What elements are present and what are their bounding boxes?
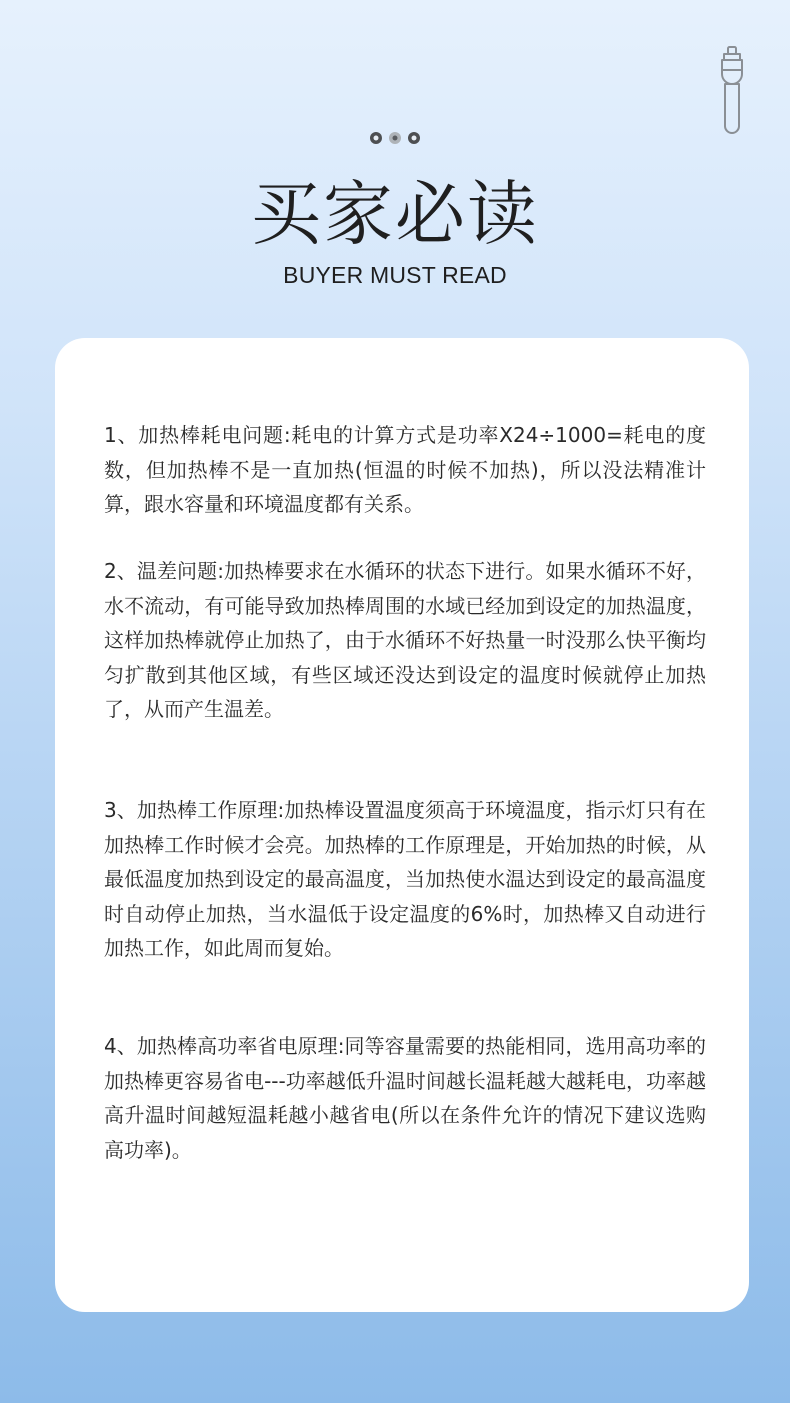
notice-paragraph-3: 3、加热棒工作原理:加热棒设置温度须高于环境温度，指示灯只有在加热棒工作时候才会亮。加热棒的工作原理是，开始加热的时候，从最低温度加热到设定的最高温度，当加热使水温达到设定的最高温度时自动停止加热，当水温低于设定温度的6%时，加热棒又自动进行加热工作，如此周而复始。 (104, 798, 706, 960)
page-title: 买家必读 (251, 173, 539, 255)
aquarium-heater-icon (712, 44, 752, 136)
notice-paragraph-2: 2、温差问题:加热棒要求在水循环的状态下进行。如果水循环不好，水不流动，有可能导致加热棒周围的水域已经加到设定的加热温度，这样加热棒就停止加热了，由于水循环不好热量一时没那么快平衡均匀扩散到其他区域，有些区域还没达到设定的温度时候就停止加热了，从而产生温差。 (104, 559, 706, 721)
notice-paragraph-4: 4、加热棒高功率省电原理:同等容量需要的热能相同，选用高功率的加热棒更容易省电---功率越低升温时间越长温耗越大越耗电，功率越高升温时间越短温耗越小越省电(所以在条件允许的情况下建议选购高功率)。 (104, 1034, 706, 1162)
page-subtitle: BUYER MUST READ (283, 262, 507, 288)
notice-paragraph-1: 1、加热棒耗电问题:耗电的计算方式是功率X24÷1000=耗电的度数，但加热棒不是一直加热(恒温的时候不加热)，所以没法精准计算，跟水容量和环境温度都有关系。 (104, 423, 706, 516)
carousel-dots-decoration (365, 129, 425, 147)
